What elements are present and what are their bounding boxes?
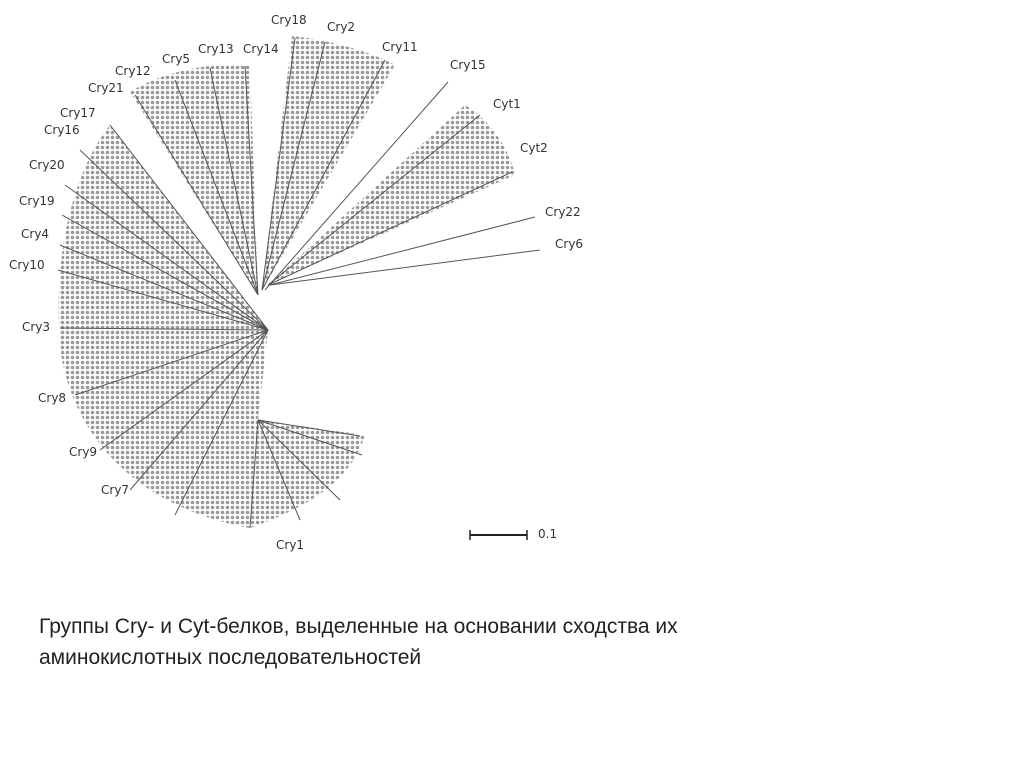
clade-wedges [59, 36, 515, 528]
leaf-label: Cry10 [9, 258, 45, 272]
leaf-label: Cyt2 [520, 141, 548, 155]
leaf-label: Cry8 [38, 391, 67, 405]
figure-caption [39, 611, 939, 673]
leaf-label: Cry5 [162, 52, 191, 66]
caption-line-1: Группы Cry- и Cyt-белков, выделенные на основании сходства их [39, 615, 678, 638]
leaf-label: Cry9 [69, 445, 98, 459]
leaf-label: Cry2 [327, 20, 356, 34]
leaf-label: Cry14 [243, 42, 279, 56]
leaf-label: Cry13 [198, 42, 234, 56]
leaf-label: Cry21 [88, 81, 124, 95]
leaf-label: Cry3 [22, 320, 51, 334]
leaf-label: Cry6 [555, 237, 584, 251]
leaf-label: Cry4 [21, 227, 50, 241]
leaf-label: Cry19 [19, 194, 55, 208]
scale-bar [470, 527, 557, 541]
leaf-label: Cry16 [44, 123, 80, 137]
leaf-label: Cry22 [545, 205, 581, 219]
leaf-label: Cyt1 [493, 97, 521, 111]
leaf-label: Cry1 [276, 538, 305, 552]
leaf-label: Cry15 [450, 58, 486, 72]
scale-bar-label: 0.1 [538, 527, 558, 541]
leaf-label: Cry12 [115, 64, 151, 78]
leaf-label: Cry18 [271, 13, 307, 27]
leaf-label: Cry11 [382, 40, 418, 54]
leaf-label: Cry20 [29, 158, 65, 172]
leaf-label: Cry7 [101, 483, 130, 497]
caption-line-2: аминокислотных последовательностей [39, 646, 422, 669]
leaf-label: Cry17 [60, 106, 96, 120]
